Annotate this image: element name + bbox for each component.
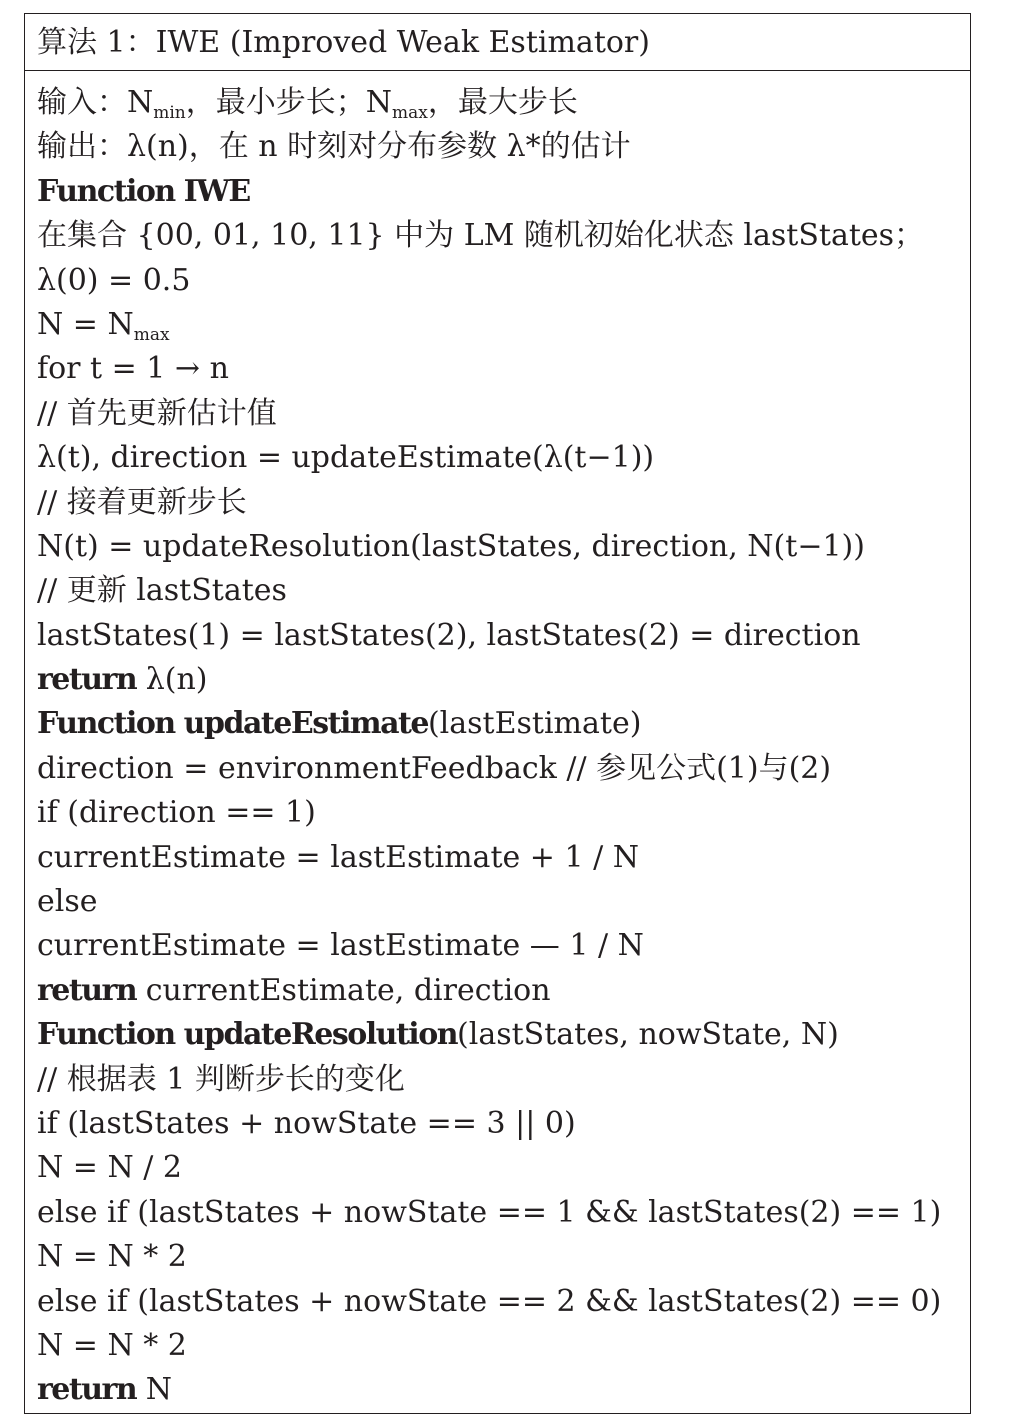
comment-step-line: // 接着更新步长 xyxy=(37,484,247,520)
n-half-line: N = N / 2 xyxy=(37,1150,182,1186)
elseif-line-2: else if (lastStates + nowState == 2 && lastStates(2) == 0) xyxy=(37,1283,942,1319)
comment-estimate-line: // 首先更新估计值 xyxy=(37,395,277,431)
return-value: N xyxy=(136,1372,172,1408)
return-keyword: return xyxy=(37,972,137,1008)
init-states-line: 在集合 {00, 01, 10, 11} 中为 LM 随机初始化状态 lastStates； xyxy=(37,218,925,254)
function-keyword: Function updateResolution xyxy=(37,1017,458,1053)
input-sub-min: min xyxy=(153,103,186,123)
function-iwe-line: Function IWE xyxy=(37,173,250,209)
n-double-line-2: N = N * 2 xyxy=(37,1327,187,1363)
return-line-1 xyxy=(37,658,970,702)
algorithm-box xyxy=(24,13,971,1414)
update-estimate-call-line: λ(t), direction = updateEstimate(λ(t−1)) xyxy=(37,440,655,476)
n-init-prefix: N = N xyxy=(37,306,134,342)
return-line-2 xyxy=(37,969,970,1013)
elseif-line-1: else if (lastStates + nowState == 1 && lastStates(2) == 1) xyxy=(37,1194,942,1230)
estimate-plus-line: currentEstimate = lastEstimate + 1 / N xyxy=(37,839,639,875)
n-init-line xyxy=(37,303,970,347)
n-double-line-1: N = N * 2 xyxy=(37,1239,187,1275)
comment-table-line: // 根据表 1 判断步长的变化 xyxy=(37,1061,405,1097)
lambda0-line: λ(0) = 0.5 xyxy=(37,262,191,298)
input-sub-max: max xyxy=(392,103,428,123)
output-line: 输出：λ(n)，在 n 时刻对分布参数 λ*的估计 xyxy=(37,129,631,165)
input-suffix: ，最大步长 xyxy=(427,85,578,120)
algorithm-body xyxy=(25,71,970,1413)
function-keyword: Function updateEstimate xyxy=(37,706,428,742)
input-prefix: 输入：N xyxy=(37,85,154,120)
n-init-sub: max xyxy=(133,324,170,345)
if-sum-line: if (lastStates + nowState == 3 || 0) xyxy=(37,1105,576,1141)
return-keyword: return xyxy=(37,662,137,698)
update-resolution-call-line: N(t) = updateResolution(lastStates, direction, N(t−1)) xyxy=(37,528,865,564)
return-keyword: return xyxy=(37,1372,137,1408)
laststates-assign-line: lastStates(1) = lastStates(2), lastStates(2) = direction xyxy=(37,617,861,653)
return-value: λ(n) xyxy=(136,662,208,698)
input-line xyxy=(37,81,970,125)
if-direction-line: if (direction == 1) xyxy=(37,795,316,831)
else-line: else xyxy=(37,884,98,920)
comment-laststates-line: // 更新 lastStates xyxy=(37,573,287,609)
function-args: (lastEstimate) xyxy=(427,706,642,742)
direction-feedback-line: direction = environmentFeedback // 参见公式(1)与(2) xyxy=(37,750,832,786)
function-update-resolution-line xyxy=(37,1013,970,1057)
for-loop-line: for t = 1 → n xyxy=(37,351,229,387)
input-mid: ，最小步长；N xyxy=(185,85,393,120)
return-line-3 xyxy=(37,1368,970,1412)
algorithm-title: 算法 1：IWE (Improved Weak Estimator) xyxy=(25,14,970,71)
estimate-minus-line: currentEstimate = lastEstimate — 1 / N xyxy=(37,928,644,964)
function-update-estimate-line xyxy=(37,702,970,746)
return-value: currentEstimate, direction xyxy=(136,972,551,1008)
function-args: (lastStates, nowState, N) xyxy=(457,1017,839,1053)
